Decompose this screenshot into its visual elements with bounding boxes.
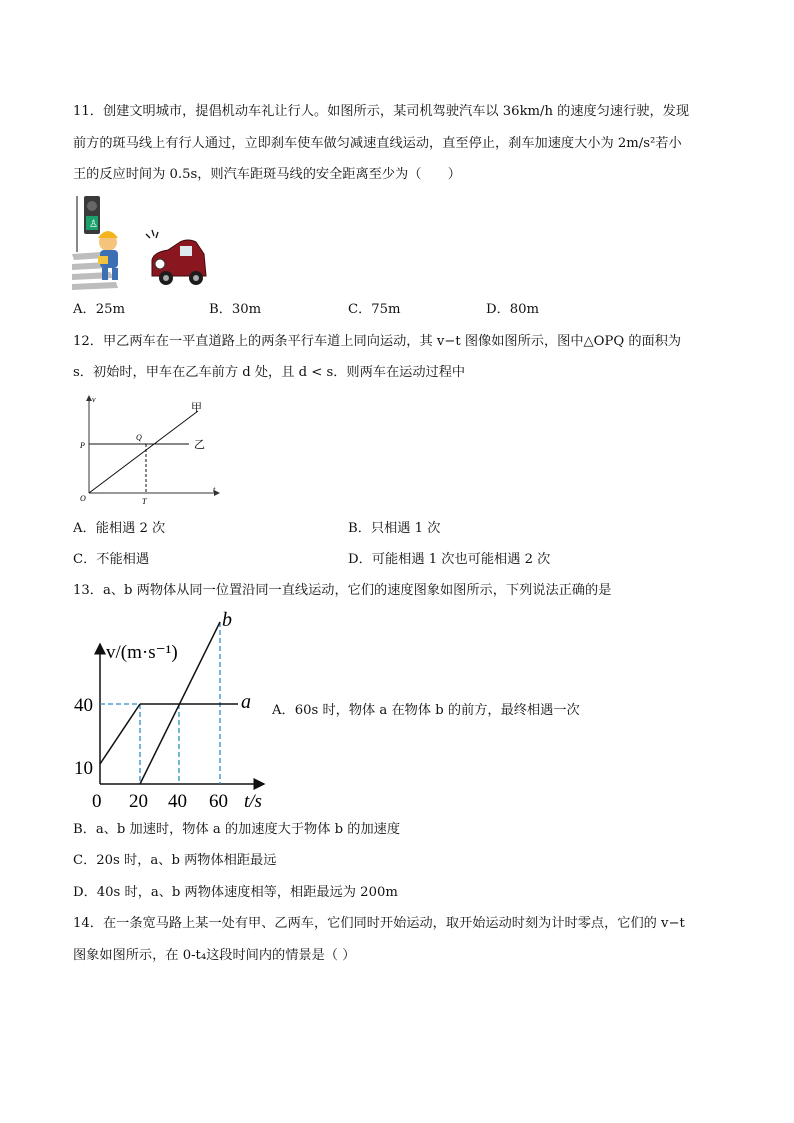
q11-line2: 前方的斑马线上有行人通过，立即刹车使车做匀减速直线运动，直至停止，刹车加速度大小为 2m/s²若小 xyxy=(73,136,682,151)
q11-option-a: A．25m xyxy=(73,302,125,317)
q12-v-label: v xyxy=(92,395,96,404)
q12-option-d: D．可能相遇 1 次也可能相遇 2 次 xyxy=(348,552,551,567)
svg-text:♙: ♙ xyxy=(89,219,98,230)
q12-t-label: t xyxy=(213,485,216,494)
q13-velocity-graph xyxy=(70,606,270,816)
q11-line3: 王的反应时间为 0.5s，则汽车距斑马线的安全距离至少为（ ） xyxy=(73,167,461,182)
q11-option-c: C．75m xyxy=(348,302,401,317)
q12-line2: s．初始时，甲车在乙车前方 d 处，且 d < s．则两车在运动过程中 xyxy=(73,365,466,380)
q12-t-point-label: T xyxy=(142,497,147,506)
q13-option-a: A．60s 时，物体 a 在物体 b 的前方，最终相遇一次 xyxy=(272,703,580,718)
q11-option-b: B．30m xyxy=(209,302,262,317)
q12-option-b: B．只相遇 1 次 xyxy=(348,521,441,536)
q12-option-a: A．能相遇 2 次 xyxy=(73,521,166,536)
q13-x-tick-40: 40 xyxy=(168,791,187,812)
q12-line1: 12．甲乙两车在一平直道路上的两条平行车道上同向运动，其 v−t 图像如图所示，图中△OPQ 的面积为 xyxy=(73,334,682,349)
q13-line1: 13．a、b 两物体从同一位置沿同一直线运动，它们的速度图象如图所示，下列说法正确的是 xyxy=(73,583,612,598)
q13-x-tick-20: 20 xyxy=(129,791,148,812)
q12-option-c: C．不能相遇 xyxy=(73,552,150,567)
q13-option-d: D．40s 时，a、b 两物体速度相等，相距最远为 200m xyxy=(73,885,398,900)
q13-x-tick-0: 0 xyxy=(92,791,102,812)
q12-jia-label: 甲 xyxy=(191,402,202,414)
q11-option-d: D．80m xyxy=(486,302,540,317)
q14-line2: 图象如图所示，在 0-t₄这段时间内的情景是（ ） xyxy=(73,948,356,963)
q13-option-c: C．20s 时，a、b 两物体相距最远 xyxy=(73,853,277,868)
q13-y-axis-label: v/(m·s⁻¹) xyxy=(106,642,178,663)
q12-yi-label: 乙 xyxy=(194,439,205,451)
q11-line1: 11．创建文明城市，提倡机动车礼让行人。如图所示，某司机驾驶汽车以 36km/h 的速度匀速行驶，发现 xyxy=(73,104,690,119)
q13-y-tick-40: 40 xyxy=(74,695,93,716)
q13-y-tick-10: 10 xyxy=(74,758,93,779)
q12-vt-graph xyxy=(76,392,226,510)
q13-option-b: B．a、b 加速时，物体 a 的加速度大于物体 b 的加速度 xyxy=(73,822,401,837)
q13-line-a-label: a xyxy=(241,691,251,713)
q12-p-label: P xyxy=(80,441,85,450)
q14-line1: 14．在一条宽马路上某一处有甲、乙两车，它们同时开始运动，取开始运动时刻为计时零点，它们的 v−t xyxy=(73,916,685,931)
q12-o-label: O xyxy=(80,494,86,503)
q13-x-axis-label: t/s xyxy=(244,791,262,812)
q13-line-b-label: b xyxy=(222,609,232,631)
q13-x-tick-60: 60 xyxy=(209,791,228,812)
crosswalk-illustration xyxy=(72,194,212,290)
q12-q-label: Q xyxy=(136,433,142,442)
